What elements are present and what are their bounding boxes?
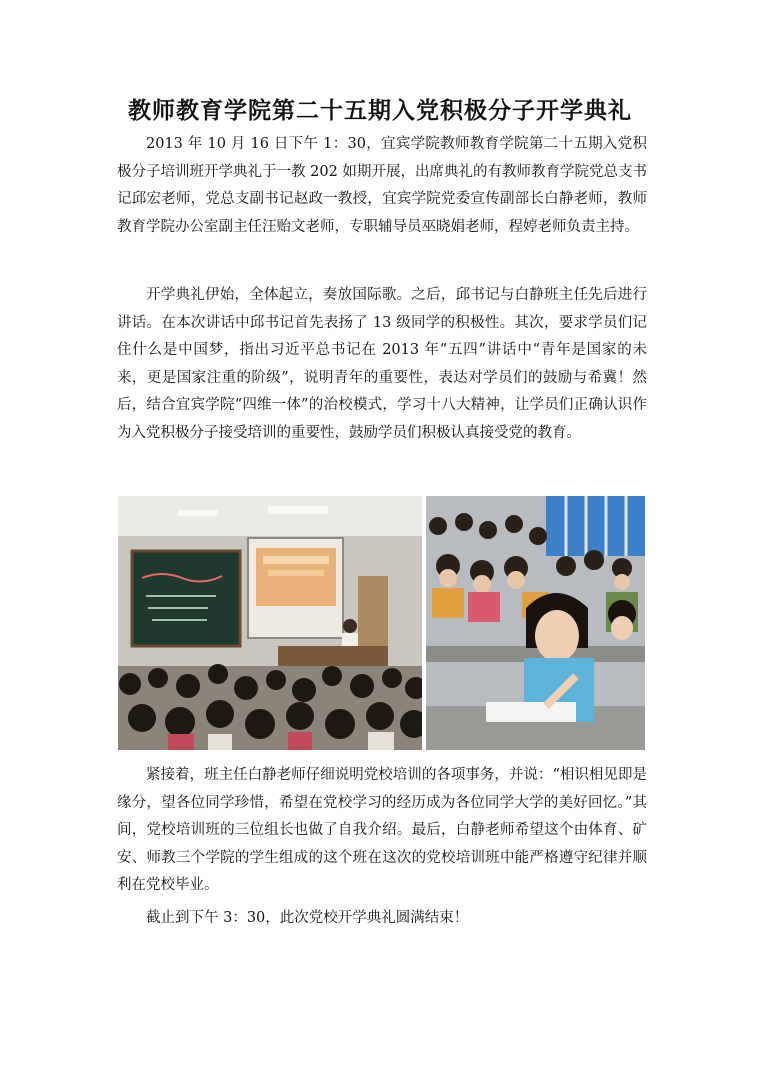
ceremony-classroom-photo: [118, 496, 422, 750]
paragraph-4: 截止到下午 3：30，此次党校开学典礼圆满结束！: [146, 910, 469, 926]
paragraph-2: 开学典礼伊始，全体起立，奏放国际歌。之后，邱书记与白静班主任先后进行讲话。在本次讲话中邱书记首先表扬了 13 级同学的积极性。其次，要求学员们记住什么是中国梦，指出习近平总书记在 2013 年“五四”讲话中“青年是国家的未来，更是国家注重的阶级”，说明青年的重要性，表达对学员们的鼓励与希冀！然后，结合宜宾学院“四维一体”的治校模式，学习十八大精神，让学员们正确认识作为入党积极分子接受培训的重要性，鼓励学员们积极认真接受党的教育。: [117, 287, 647, 441]
paragraph-3: 紧接着，班主任白静老师仔细说明党校培训的各项事务，并说：“相识相见即是缘分，望各位同学珍惜，希望在党校学习的经历成为各位同学大学的美好回忆。”其间，党校培训班的三位组长也做了自我介绍。最后，白静老师希望这个由体育、矿安、师教三个学院的学生组成的这个班在这次的党校培训班中能严格遵守纪律并顺利在党校毕业。: [117, 767, 647, 893]
students-writing-photo: [426, 496, 645, 750]
paragraph-1: 2013 年 10 月 16 日下午 1：30，宜宾学院教师教育学院第二十五期入党积极分子培训班开学典礼于一教 202 如期开展，出席典礼的有教师教育学院党总支书记邱宏老师，党总支副书记赵政一教授，宜宾学院党委宣传副部长白静老师，教师教育学院办公室副主任汪贻文老师，专职辅导员巫晓娟老师，程婷老师负责主持。: [117, 136, 647, 235]
document-title: 教师教育学院第二十五期入党积极分子开学典礼: [128, 98, 632, 124]
